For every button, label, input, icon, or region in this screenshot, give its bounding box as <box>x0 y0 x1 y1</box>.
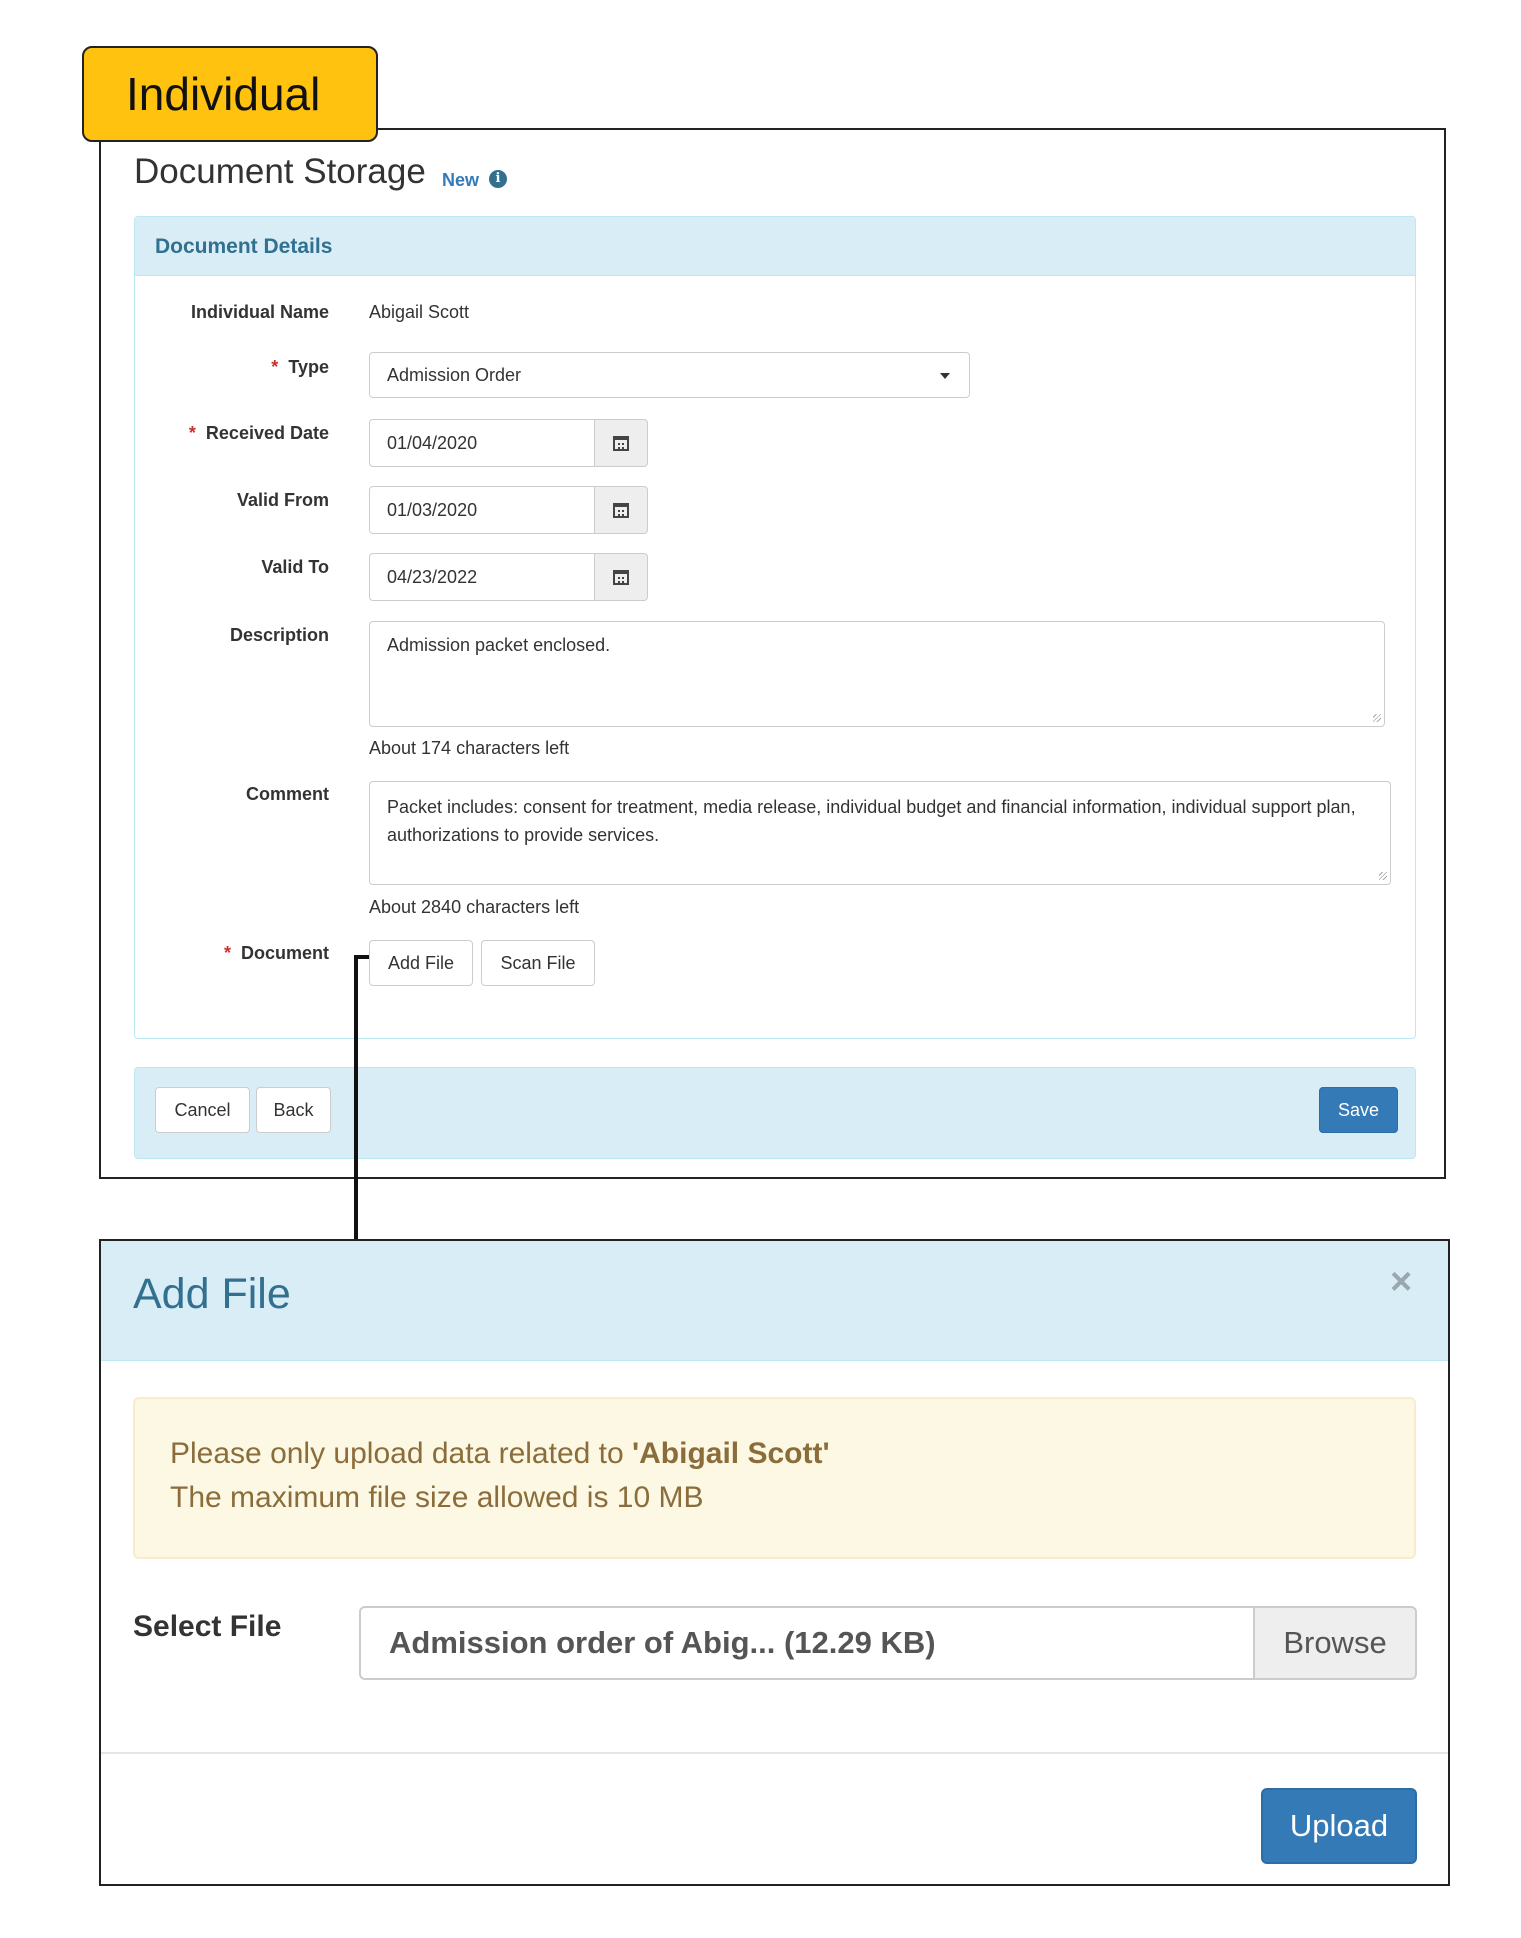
individual-name-label <box>29 302 329 323</box>
comment-label <box>29 784 329 805</box>
save-button[interactable]: Save <box>1319 1087 1398 1133</box>
modal-header <box>101 1241 1448 1361</box>
individual-name-value: Abigail Scott <box>369 302 470 322</box>
type-label-text: Type <box>288 357 329 377</box>
modal-footer-divider <box>101 1752 1448 1754</box>
calendar-icon <box>613 436 629 451</box>
alert-line-2: The maximum file size allowed is 10 MB <box>170 1481 704 1514</box>
scan-file-button[interactable]: Scan File <box>481 940 595 986</box>
type-select[interactable] <box>369 352 970 398</box>
comment-textarea[interactable] <box>369 781 1391 885</box>
valid-to-label <box>29 557 329 578</box>
valid-to-value: 04/23/2022 <box>387 567 478 587</box>
type-select-value: Admission Order <box>387 365 522 385</box>
description-label-text: Description <box>229 625 329 645</box>
valid-from-input[interactable] <box>369 486 595 534</box>
alert-individual-name: 'Abigail Scott' <box>632 1437 830 1470</box>
modal-title: Add File <box>133 1270 291 1318</box>
valid-from-label-text: Valid From <box>236 490 329 510</box>
description-label <box>29 625 329 646</box>
upload-button[interactable]: Upload <box>1261 1788 1417 1864</box>
comment-label-text: Comment <box>245 784 329 804</box>
received-date-value: 01/04/2020 <box>387 433 478 453</box>
select-file-label: Select File <box>133 1610 282 1643</box>
valid-from-value: 01/03/2020 <box>387 500 478 520</box>
browse-button[interactable]: Browse <box>1253 1606 1417 1680</box>
alert-line-1 <box>170 1432 1414 1476</box>
received-date-label-text: Received Date <box>205 423 329 443</box>
document-label-text: Document <box>240 943 329 963</box>
resize-grip-icon[interactable] <box>1379 872 1387 880</box>
received-date-calendar-button[interactable] <box>595 419 648 467</box>
description-textarea[interactable] <box>369 621 1385 727</box>
valid-to-input[interactable] <box>369 553 595 601</box>
valid-to-calendar-button[interactable] <box>595 553 648 601</box>
received-date-input[interactable] <box>369 419 595 467</box>
add-file-button[interactable]: Add File <box>369 940 473 986</box>
individual-tab-label: Individual <box>82 46 378 142</box>
valid-to-label-text: Valid To <box>261 557 329 577</box>
valid-from-label <box>29 490 329 511</box>
alert-line-1-prefix: Please only upload data related to <box>170 1437 632 1470</box>
new-badge: New <box>442 170 480 190</box>
valid-from-calendar-button[interactable] <box>595 486 648 534</box>
document-label <box>29 943 329 964</box>
individual-name-label-text: Individual Name <box>190 302 329 322</box>
cancel-button[interactable]: Cancel <box>155 1087 250 1133</box>
close-icon[interactable]: × <box>1390 1261 1413 1303</box>
selected-file-input[interactable]: Admission order of Abig... (12.29 KB) <box>359 1606 1255 1680</box>
description-chars-left: About 174 characters left <box>369 738 570 758</box>
type-label <box>29 357 329 378</box>
required-mark: * <box>223 943 231 963</box>
upload-warning-alert <box>133 1397 1416 1559</box>
required-mark: * <box>271 357 279 377</box>
page-title: Document Storage <box>134 152 426 191</box>
back-button[interactable]: Back <box>256 1087 331 1133</box>
comment-chars-left: About 2840 characters left <box>369 897 580 917</box>
comment-value: Packet includes: consent for treatment, media release, individual budget and financial information, individual support plan, authorizations to provide services. <box>387 797 1356 845</box>
resize-grip-icon[interactable] <box>1373 714 1381 722</box>
received-date-label <box>29 423 329 444</box>
calendar-icon <box>613 570 629 585</box>
description-value: Admission packet enclosed. <box>387 635 611 655</box>
calendar-icon <box>613 503 629 518</box>
panel-heading-title: Document Details <box>155 235 333 258</box>
chevron-down-icon <box>940 373 950 379</box>
info-circle-icon[interactable]: i <box>489 170 507 188</box>
required-mark: * <box>188 423 196 443</box>
